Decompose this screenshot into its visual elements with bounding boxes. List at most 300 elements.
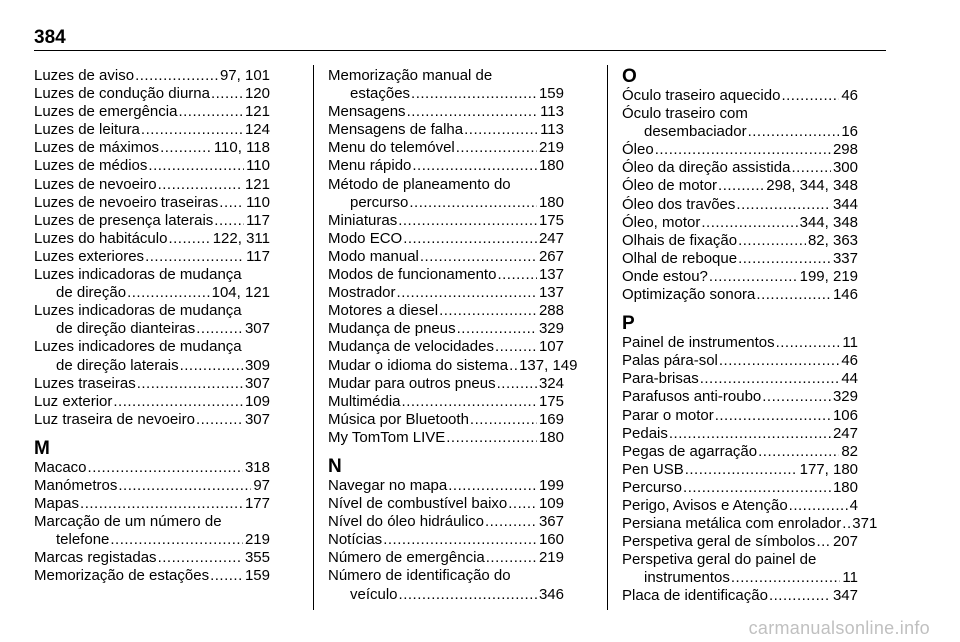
index-term: Memorização manual de — [328, 67, 493, 84]
index-entry[interactable] — [622, 533, 858, 551]
leader-dots — [709, 268, 798, 286]
page-reference[interactable]: 371 — [852, 515, 878, 533]
leader-dots — [446, 429, 537, 447]
leader-dots — [412, 157, 537, 175]
header-rule — [34, 50, 886, 51]
index-entry[interactable] — [34, 103, 270, 121]
index-entry[interactable] — [34, 375, 270, 393]
index-entry[interactable] — [622, 141, 858, 159]
index-term: Óleo da direção assistida — [622, 159, 791, 177]
leader-dots — [399, 586, 537, 604]
page-reference[interactable]: 159 — [244, 567, 270, 585]
index-term: Óleo — [622, 141, 654, 159]
index-entry[interactable] — [328, 375, 564, 393]
page-reference[interactable]: 120 — [244, 85, 270, 103]
leader-dots — [145, 248, 244, 266]
index-entry[interactable] — [622, 232, 858, 250]
index-term: veículo — [350, 585, 398, 603]
index-entry[interactable] — [328, 176, 564, 212]
index-entry[interactable] — [622, 250, 858, 268]
page-reference[interactable]: 110 — [246, 157, 270, 175]
index-entry[interactable] — [622, 196, 858, 214]
index-entry[interactable] — [622, 286, 858, 304]
page-reference[interactable]: 324 — [538, 374, 564, 392]
index-entry[interactable] — [622, 159, 858, 177]
index-entry[interactable] — [622, 551, 858, 587]
index-term: Manómetros — [34, 476, 118, 494]
page-reference[interactable]: 159 — [538, 85, 564, 103]
index-term: Miniaturas — [328, 211, 398, 229]
index-term: Luz exterior — [34, 392, 113, 410]
leader-dots — [180, 357, 243, 375]
leader-dots — [669, 425, 831, 443]
index-term: Luzes indicadoras de mudança — [34, 302, 242, 320]
index-term: Luzes traseiras — [34, 374, 136, 392]
index-term: Onde estou? — [622, 267, 708, 285]
leader-dots — [210, 567, 243, 585]
index-term: Luz traseira de nevoeiro — [34, 410, 195, 428]
index-entry[interactable] — [328, 67, 564, 103]
leader-dots — [448, 477, 537, 495]
index-entry[interactable] — [622, 352, 858, 370]
leader-dots — [196, 411, 243, 429]
leader-dots — [398, 212, 537, 230]
index-entry[interactable] — [328, 338, 564, 356]
index-entry[interactable] — [34, 194, 270, 212]
page-reference[interactable]: 199, 219 — [799, 267, 858, 285]
index-entry[interactable] — [622, 370, 858, 388]
page-reference[interactable]: 146 — [832, 286, 858, 304]
index-entry[interactable] — [328, 284, 564, 302]
index-term: Mensagens de falha — [328, 121, 464, 139]
index-entry[interactable] — [34, 567, 270, 585]
leader-dots — [789, 497, 848, 515]
index-entry[interactable] — [34, 495, 270, 513]
index-entry[interactable] — [328, 477, 564, 495]
leader-dots — [178, 103, 243, 121]
page-reference[interactable]: 247 — [538, 229, 564, 247]
leader-dots — [842, 515, 850, 533]
leader-dots — [497, 375, 537, 393]
leader-dots — [80, 495, 243, 513]
leader-dots — [769, 587, 831, 605]
page-reference[interactable]: 177 — [244, 495, 270, 513]
index-entry[interactable] — [328, 266, 564, 284]
index-entry[interactable] — [328, 356, 578, 375]
leader-dots — [758, 443, 839, 461]
index-term: Motores a diesel — [328, 302, 439, 320]
page-reference[interactable]: 175 — [538, 392, 564, 410]
leader-dots — [497, 266, 537, 284]
leader-dots — [141, 121, 243, 139]
index-entry[interactable] — [34, 67, 270, 85]
page-reference[interactable]: 219 — [538, 139, 564, 157]
index-term: desembaciador — [644, 123, 747, 141]
index-entry[interactable] — [328, 531, 564, 549]
page-reference[interactable]: 180 — [538, 428, 564, 446]
index-term: Nível do óleo hidráulico — [328, 513, 484, 531]
index-term: Mostrador — [328, 284, 396, 302]
index-term: telefone — [56, 531, 110, 549]
page-reference[interactable]: 46 — [841, 352, 858, 370]
index-entry[interactable] — [328, 212, 564, 230]
index-entry[interactable] — [328, 567, 564, 603]
leader-dots — [407, 103, 539, 121]
section-letter: M — [34, 437, 50, 459]
column-divider — [313, 65, 314, 610]
page-reference[interactable]: 110 — [246, 193, 270, 211]
index-term: Percurso — [622, 478, 683, 496]
leader-dots — [383, 531, 537, 549]
leader-dots — [420, 248, 537, 266]
index-entry[interactable] — [622, 515, 878, 533]
index-entry[interactable] — [328, 139, 564, 157]
page-reference[interactable]: 169 — [538, 410, 564, 428]
index-term: Menu rápido — [328, 157, 412, 175]
page-reference[interactable]: 219 — [538, 549, 564, 567]
page-reference[interactable]: 367 — [538, 513, 564, 531]
leader-dots — [718, 177, 764, 195]
page-reference[interactable]: 298, 344, 348 — [766, 177, 858, 195]
index-entry[interactable] — [34, 85, 270, 103]
leader-dots — [731, 569, 841, 587]
leader-dots — [816, 533, 831, 551]
index-entry[interactable] — [622, 334, 858, 352]
index-term: Luzes de condução diurna — [34, 85, 210, 103]
page-reference[interactable]: 175 — [538, 211, 564, 229]
leader-dots — [701, 214, 797, 232]
page-reference[interactable]: 117 — [246, 211, 270, 229]
index-term: Mensagens — [328, 103, 406, 121]
leader-dots — [409, 194, 537, 212]
page-reference[interactable]: 82 — [841, 442, 858, 460]
page-reference[interactable]: 180 — [538, 157, 564, 175]
index-entry[interactable] — [34, 157, 270, 175]
index-term: Número de identificação do — [328, 567, 511, 585]
index-term: Navegar no mapa — [328, 476, 448, 494]
index-term: Parar o motor — [622, 406, 714, 424]
index-entry[interactable] — [328, 513, 564, 531]
page-reference[interactable]: 307 — [244, 320, 270, 338]
page-reference[interactable]: 247 — [832, 424, 858, 442]
index-entry[interactable] — [34, 248, 270, 266]
leader-dots — [160, 139, 212, 157]
leader-dots — [464, 121, 538, 139]
index-entry[interactable] — [622, 407, 858, 425]
page-reference[interactable]: 298 — [832, 141, 858, 159]
leader-dots — [748, 123, 840, 141]
watermark-footer: carmanualsonline.info — [748, 618, 930, 638]
index-entry[interactable] — [328, 230, 564, 248]
index-term: Modos de funcionamento — [328, 266, 497, 284]
leader-dots — [738, 250, 831, 268]
index-term: Painel de instrumentos — [622, 334, 775, 352]
index-term: Marcas registadas — [34, 549, 157, 567]
page-reference[interactable]: 267 — [538, 247, 564, 265]
index-entry[interactable] — [34, 302, 270, 338]
index-entry[interactable] — [622, 461, 858, 479]
page-reference[interactable]: 121 — [244, 175, 270, 193]
leader-dots — [736, 196, 831, 214]
index-term: Menu do telemóvel — [328, 139, 455, 157]
index-entry[interactable] — [34, 212, 270, 230]
index-term: Óleo de motor — [622, 177, 718, 195]
index-term: Pedais — [622, 424, 668, 442]
index-entry[interactable] — [622, 497, 858, 515]
index-term: My TomTom LIVE — [328, 428, 446, 446]
index-term: Óleo dos travões — [622, 195, 736, 213]
index-entry[interactable] — [622, 268, 858, 286]
page-reference[interactable]: 109 — [244, 392, 270, 410]
section-letter: O — [622, 66, 637, 87]
page-reference[interactable]: 11 — [842, 569, 858, 587]
page-reference[interactable]: 288 — [538, 302, 564, 320]
page-reference[interactable]: 347 — [832, 587, 858, 605]
page-reference[interactable]: 329 — [832, 388, 858, 406]
page-reference[interactable]: 177, 180 — [799, 460, 858, 478]
index-entry[interactable] — [328, 393, 564, 411]
page-reference[interactable]: 207 — [832, 533, 858, 551]
page-reference[interactable]: 180 — [538, 193, 564, 211]
leader-dots — [397, 284, 537, 302]
index-column-1 — [34, 67, 270, 586]
index-term: Placa de identificação — [622, 587, 768, 605]
section-letter: P — [622, 313, 635, 335]
index-entry[interactable] — [622, 425, 858, 443]
index-entry[interactable] — [622, 105, 858, 141]
index-entry[interactable] — [328, 549, 564, 567]
page-reference[interactable]: 109 — [538, 495, 564, 513]
index-term: de direção — [56, 284, 127, 302]
index-term: Parafusos anti-roubo — [622, 388, 762, 406]
leader-dots — [715, 407, 831, 425]
page-reference[interactable]: 219 — [244, 531, 270, 549]
index-term: Optimização sonora — [622, 286, 756, 304]
leader-dots — [411, 85, 537, 103]
index-term: Luzes indicadores de mudança — [34, 338, 242, 356]
leader-dots — [113, 393, 243, 411]
page-reference[interactable]: 344, 348 — [799, 213, 858, 231]
index-term: Luzes de nevoeiro traseiras — [34, 193, 219, 211]
page-reference[interactable]: 124 — [244, 121, 270, 139]
index-term: Luzes de leitura — [34, 121, 140, 139]
leader-dots — [457, 320, 537, 338]
column-divider — [607, 65, 608, 610]
index-column-2 — [328, 67, 578, 604]
index-term: Perspetiva geral do painel de — [622, 551, 817, 569]
page-number: 384 — [34, 27, 66, 48]
page-reference[interactable]: 82, 363 — [807, 231, 858, 249]
page-reference[interactable]: 110, 118 — [213, 139, 270, 157]
leader-dots — [135, 67, 218, 85]
page-reference[interactable]: 307 — [244, 374, 270, 392]
leader-dots — [403, 230, 537, 248]
index-column-3 — [622, 66, 878, 606]
leader-dots — [110, 531, 243, 549]
page-reference[interactable]: 180 — [832, 478, 858, 496]
leader-dots — [756, 286, 831, 304]
index-entry[interactable] — [622, 587, 858, 605]
index-term: percurso — [350, 193, 409, 211]
page-reference[interactable]: 44 — [841, 370, 858, 388]
index-entry[interactable] — [34, 459, 270, 477]
page-reference[interactable]: 46 — [841, 87, 858, 104]
index-term: Luzes de máximos — [34, 139, 160, 157]
index-entry[interactable] — [622, 443, 858, 461]
index-entry[interactable] — [34, 411, 270, 429]
leader-dots — [456, 139, 537, 157]
leader-dots — [158, 176, 243, 194]
leader-dots — [719, 352, 839, 370]
index-term: Luzes indicadoras de mudança — [34, 266, 242, 284]
leader-dots — [219, 194, 244, 212]
page-reference[interactable]: 346 — [538, 585, 564, 603]
page-reference[interactable]: 113 — [540, 121, 564, 139]
leader-dots — [685, 461, 798, 479]
index-entry[interactable] — [328, 411, 564, 429]
page-reference[interactable]: 97, 101 — [219, 67, 270, 84]
index-entry[interactable] — [34, 121, 270, 139]
index-entry[interactable] — [34, 139, 270, 157]
leader-dots — [196, 320, 243, 338]
index-entry[interactable] — [34, 513, 270, 549]
leader-dots — [485, 513, 537, 531]
index-term: Luzes de nevoeiro — [34, 175, 157, 193]
index-term: Luzes de presença laterais — [34, 211, 214, 229]
page-reference[interactable]: 307 — [244, 410, 270, 428]
page-reference[interactable]: 97 — [253, 476, 270, 494]
index-entry[interactable] — [622, 177, 858, 195]
index-entry[interactable] — [34, 230, 270, 248]
page-reference[interactable]: 113 — [540, 103, 564, 121]
index-entry[interactable] — [34, 266, 270, 302]
page-reference[interactable]: 4 — [849, 496, 858, 514]
index-term: Nível de combustível baixo — [328, 495, 508, 513]
page-reference[interactable]: 104, 121 — [211, 284, 270, 302]
leader-dots — [508, 495, 537, 513]
index-term: Número de emergência — [328, 549, 485, 567]
index-term: Método de planeamento do — [328, 175, 511, 193]
page-reference[interactable]: 107 — [538, 338, 564, 356]
page-reference[interactable]: 117 — [246, 247, 270, 265]
index-entry[interactable] — [328, 495, 564, 513]
page-reference[interactable]: 137, 149 — [519, 356, 578, 374]
index-entry[interactable] — [328, 320, 564, 338]
index-entry[interactable] — [328, 302, 564, 320]
page-reference[interactable]: 329 — [538, 320, 564, 338]
index-term: Pegas de agarração — [622, 442, 758, 460]
index-entry[interactable] — [328, 103, 564, 121]
page-reference[interactable]: 16 — [841, 123, 858, 141]
index-term: Notícias — [328, 531, 383, 549]
index-term: Persiana metálica com enrolador — [622, 515, 842, 533]
index-term: Olhal de reboque — [622, 249, 738, 267]
page-reference[interactable]: 344 — [832, 195, 858, 213]
index-term: Luzes exteriores — [34, 247, 145, 265]
page-reference[interactable]: 160 — [538, 531, 564, 549]
page-reference[interactable]: 137 — [538, 284, 564, 302]
leader-dots — [148, 157, 244, 175]
page-reference[interactable]: 137 — [538, 266, 564, 284]
index-entry[interactable] — [34, 477, 270, 495]
index-term: Modo ECO — [328, 229, 403, 247]
index-entry[interactable] — [622, 479, 858, 497]
leader-dots — [486, 549, 537, 567]
section-letter: N — [328, 455, 342, 477]
page-reference[interactable]: 300 — [832, 159, 858, 177]
page-reference[interactable]: 337 — [832, 249, 858, 267]
page-reference[interactable]: 199 — [538, 476, 564, 494]
index-term: Perigo, Avisos e Atenção — [622, 496, 788, 514]
leader-dots — [791, 159, 831, 177]
index-entry[interactable] — [328, 429, 564, 447]
index-term: Mudar o idioma do sistema — [328, 356, 509, 374]
index-entry[interactable] — [622, 87, 858, 105]
page-reference[interactable]: 122, 311 — [212, 229, 270, 247]
leader-dots — [762, 388, 831, 406]
index-term: Mudança de pneus — [328, 320, 456, 338]
index-term: Óleo, motor — [622, 213, 701, 231]
index-term: estações — [350, 85, 411, 103]
index-term: Luzes de emergência — [34, 103, 178, 121]
leader-dots — [88, 459, 243, 477]
index-term: Palas pára-sol — [622, 352, 718, 370]
index-term: Marcação de um número de — [34, 513, 222, 531]
index-term: Óculo traseiro aquecido — [622, 87, 781, 104]
leader-dots — [655, 141, 831, 159]
leader-dots — [470, 411, 537, 429]
leader-dots — [214, 212, 244, 230]
index-entry[interactable] — [34, 176, 270, 194]
index-entry[interactable] — [34, 338, 270, 374]
leader-dots — [402, 393, 537, 411]
index-entry[interactable] — [622, 214, 858, 232]
page-reference[interactable]: 309 — [244, 356, 270, 374]
page-reference[interactable]: 106 — [832, 406, 858, 424]
leader-dots — [781, 87, 839, 105]
index-term: Música por Bluetooth — [328, 410, 469, 428]
index-entry[interactable] — [34, 393, 270, 411]
page-reference[interactable]: 121 — [244, 103, 270, 121]
index-term: instrumentos — [644, 569, 730, 587]
leader-dots — [700, 370, 840, 388]
leader-dots — [158, 549, 243, 567]
leader-dots — [118, 477, 251, 495]
index-term: Mapas — [34, 495, 80, 513]
index-entry[interactable] — [622, 388, 858, 406]
index-entry[interactable] — [328, 248, 564, 266]
leader-dots — [127, 284, 210, 302]
leader-dots — [439, 302, 537, 320]
page-reference[interactable]: 355 — [244, 549, 270, 567]
page-reference[interactable]: 11 — [842, 334, 858, 352]
index-entry[interactable] — [328, 157, 564, 175]
index-term: Luzes do habitáculo — [34, 229, 168, 247]
index-term: Para-brisas — [622, 370, 699, 388]
leader-dots — [738, 232, 806, 250]
index-entry[interactable] — [328, 121, 564, 139]
leader-dots — [211, 85, 243, 103]
index-term: Macaco — [34, 458, 87, 476]
index-term: Pen USB — [622, 460, 684, 478]
index-entry[interactable] — [34, 549, 270, 567]
index-term: Luzes de médios — [34, 157, 148, 175]
page-reference[interactable]: 318 — [244, 458, 270, 476]
leader-dots — [683, 479, 831, 497]
index-term: Modo manual — [328, 247, 419, 265]
index-term: de direção laterais — [56, 356, 179, 374]
index-term: Multimédia — [328, 392, 401, 410]
